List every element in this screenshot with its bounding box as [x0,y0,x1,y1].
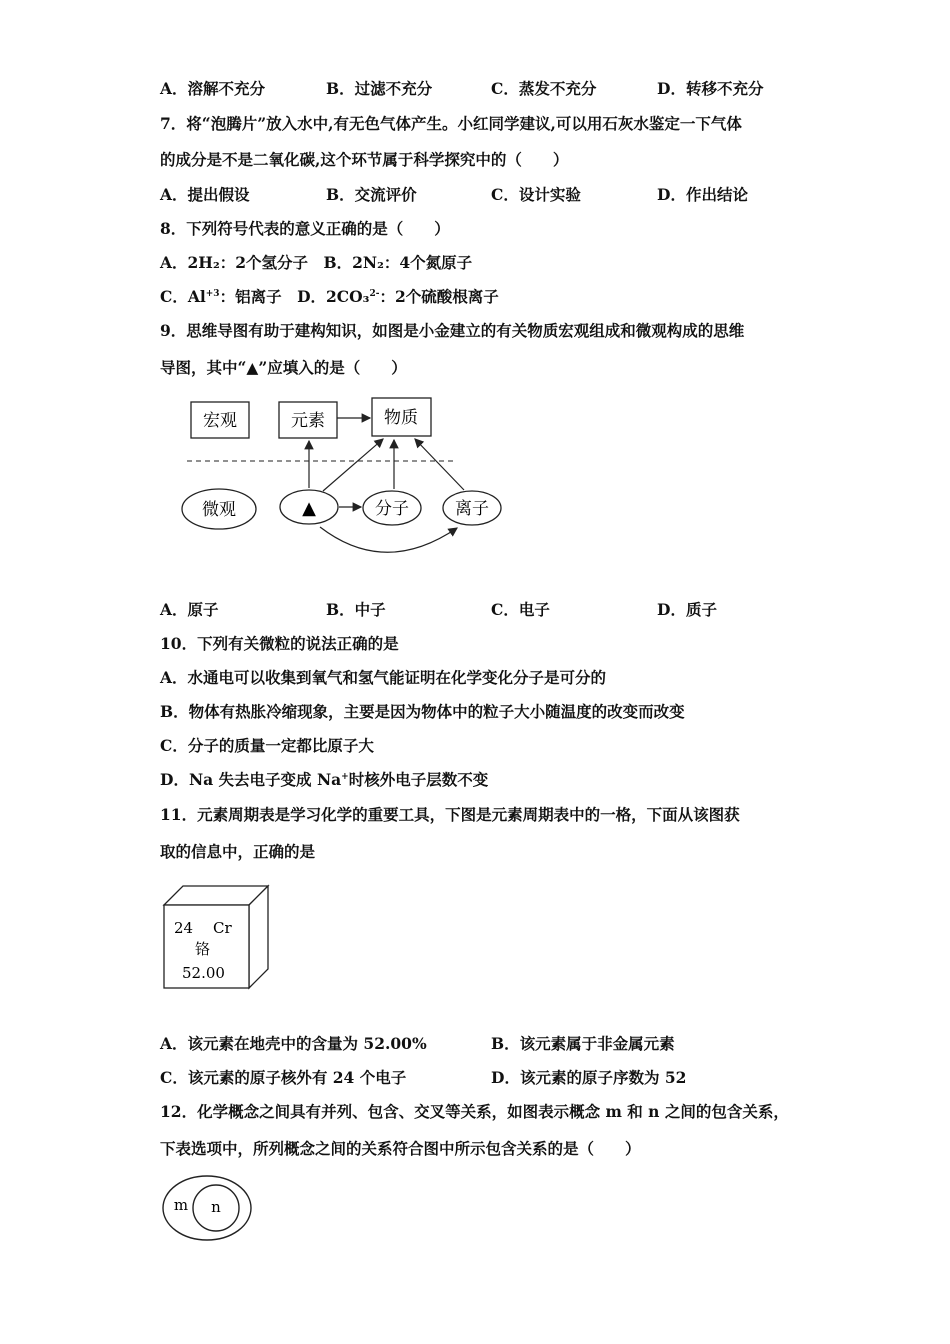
q12-inclusion-diagram [160,1173,258,1245]
q10-option-a: A．水通电可以收集到氧气和氢气能证明在化学变化分子是可分的 [160,668,607,687]
q7-stem-line1: 7．将“泡腾片”放入水中,有无色气体产生。小红同学建议,可以用石灰水鉴定一下气体 [160,114,742,133]
q11-periodic-cell [160,882,275,994]
q8-options-row1: A．2H₂：2个氢分子 B．2N₂：4个氮原子 [160,253,473,272]
arrow-unknown-substance [323,439,383,491]
q8-stem: 8．下列符号代表的意义正确的是（ ） [160,219,450,238]
q7-option-b: B．交流评价 [326,185,417,204]
triangle-mark: ▲ [302,498,316,519]
q10-option-c: C．分子的质量一定都比原子大 [160,736,374,755]
set-m-label: m [173,1196,189,1214]
substance-label: 物质 [384,408,418,428]
micro-label: 微观 [202,500,236,520]
macro-label: 宏观 [203,411,237,431]
q6-option-c: C．蒸发不充分 [491,79,597,98]
q11-option-d: D．该元素的原子序数为 52 [491,1068,687,1087]
q9-mind-map-diagram [175,392,515,577]
cell-mass: 52.00 [182,964,225,982]
q9-option-d: D．质子 [657,600,717,619]
q10-stem: 10．下列有关微粒的说法正确的是 [160,634,399,653]
q9-option-c: C．电子 [491,600,550,619]
set-n-label: n [211,1198,221,1216]
arrow-ion-substance [415,439,464,490]
q11-option-b: B．该元素属于非金属元素 [491,1034,675,1053]
cell-side-face [249,886,268,988]
q7-option-a: A．提出假设 [160,185,250,204]
cell-name: 铬 [195,940,211,958]
ion-label: 离子 [455,499,489,519]
q6-option-a: A．溶解不充分 [160,79,266,98]
q6-option-b: B．过滤不充分 [326,79,433,98]
arrow-unknown-ion [320,527,457,552]
element-label: 元素 [291,411,325,431]
cell-symbol: Cr [213,919,232,937]
q12-stem-line2: 下表选项中，所列概念之间的关系符合图中所示包含关系的是（ ） [160,1139,641,1158]
q9-stem-line2: 导图，其中“▲”应填入的是（ ） [160,358,407,377]
q9-option-a: A．原子 [160,600,219,619]
q10-option-d: D．Na 失去电子变成 Na+时核外电子层数不变 [160,770,489,789]
molecule-label: 分子 [375,499,409,519]
cell-atomic-number: 24 [174,919,194,937]
q11-option-c: C．该元素的原子核外有 24 个电子 [160,1068,407,1087]
q6-option-d: D．转移不充分 [657,79,764,98]
q9-option-b: B．中子 [326,600,386,619]
q11-stem-line2: 取的信息中，正确的是 [160,842,316,861]
q11-option-a: A．该元素在地壳中的含量为 52.00% [160,1034,427,1053]
q8-options-row2: C．$Al^{+3}$：铝离子 D．2CO₃$^{2-}$：2个硫酸根离子 [160,287,499,306]
q9-stem-line1: 9．思维导图有助于建构知识，如图是小金建立的有关物质宏观组成和微观构成的思维 [160,321,745,340]
q10-option-b: B．物体有热胀冷缩现象，主要是因为物体中的粒子大小随温度的改变而改变 [160,702,685,721]
q7-option-d: D．作出结论 [657,185,748,204]
q7-stem-line2: 的成分是不是二氧化碳,这个环节属于科学探究中的（ ） [160,150,569,169]
q11-stem-line1: 11．元素周期表是学习化学的重要工具，下图是元素周期表中的一格，下面从该图获 [160,805,740,824]
q12-stem-line1: 12．化学概念之间具有并列、包含、交叉等关系，如图表示概念 m 和 n 之间的包含关系， [160,1102,789,1121]
q7-option-c: C．设计实验 [491,185,581,204]
